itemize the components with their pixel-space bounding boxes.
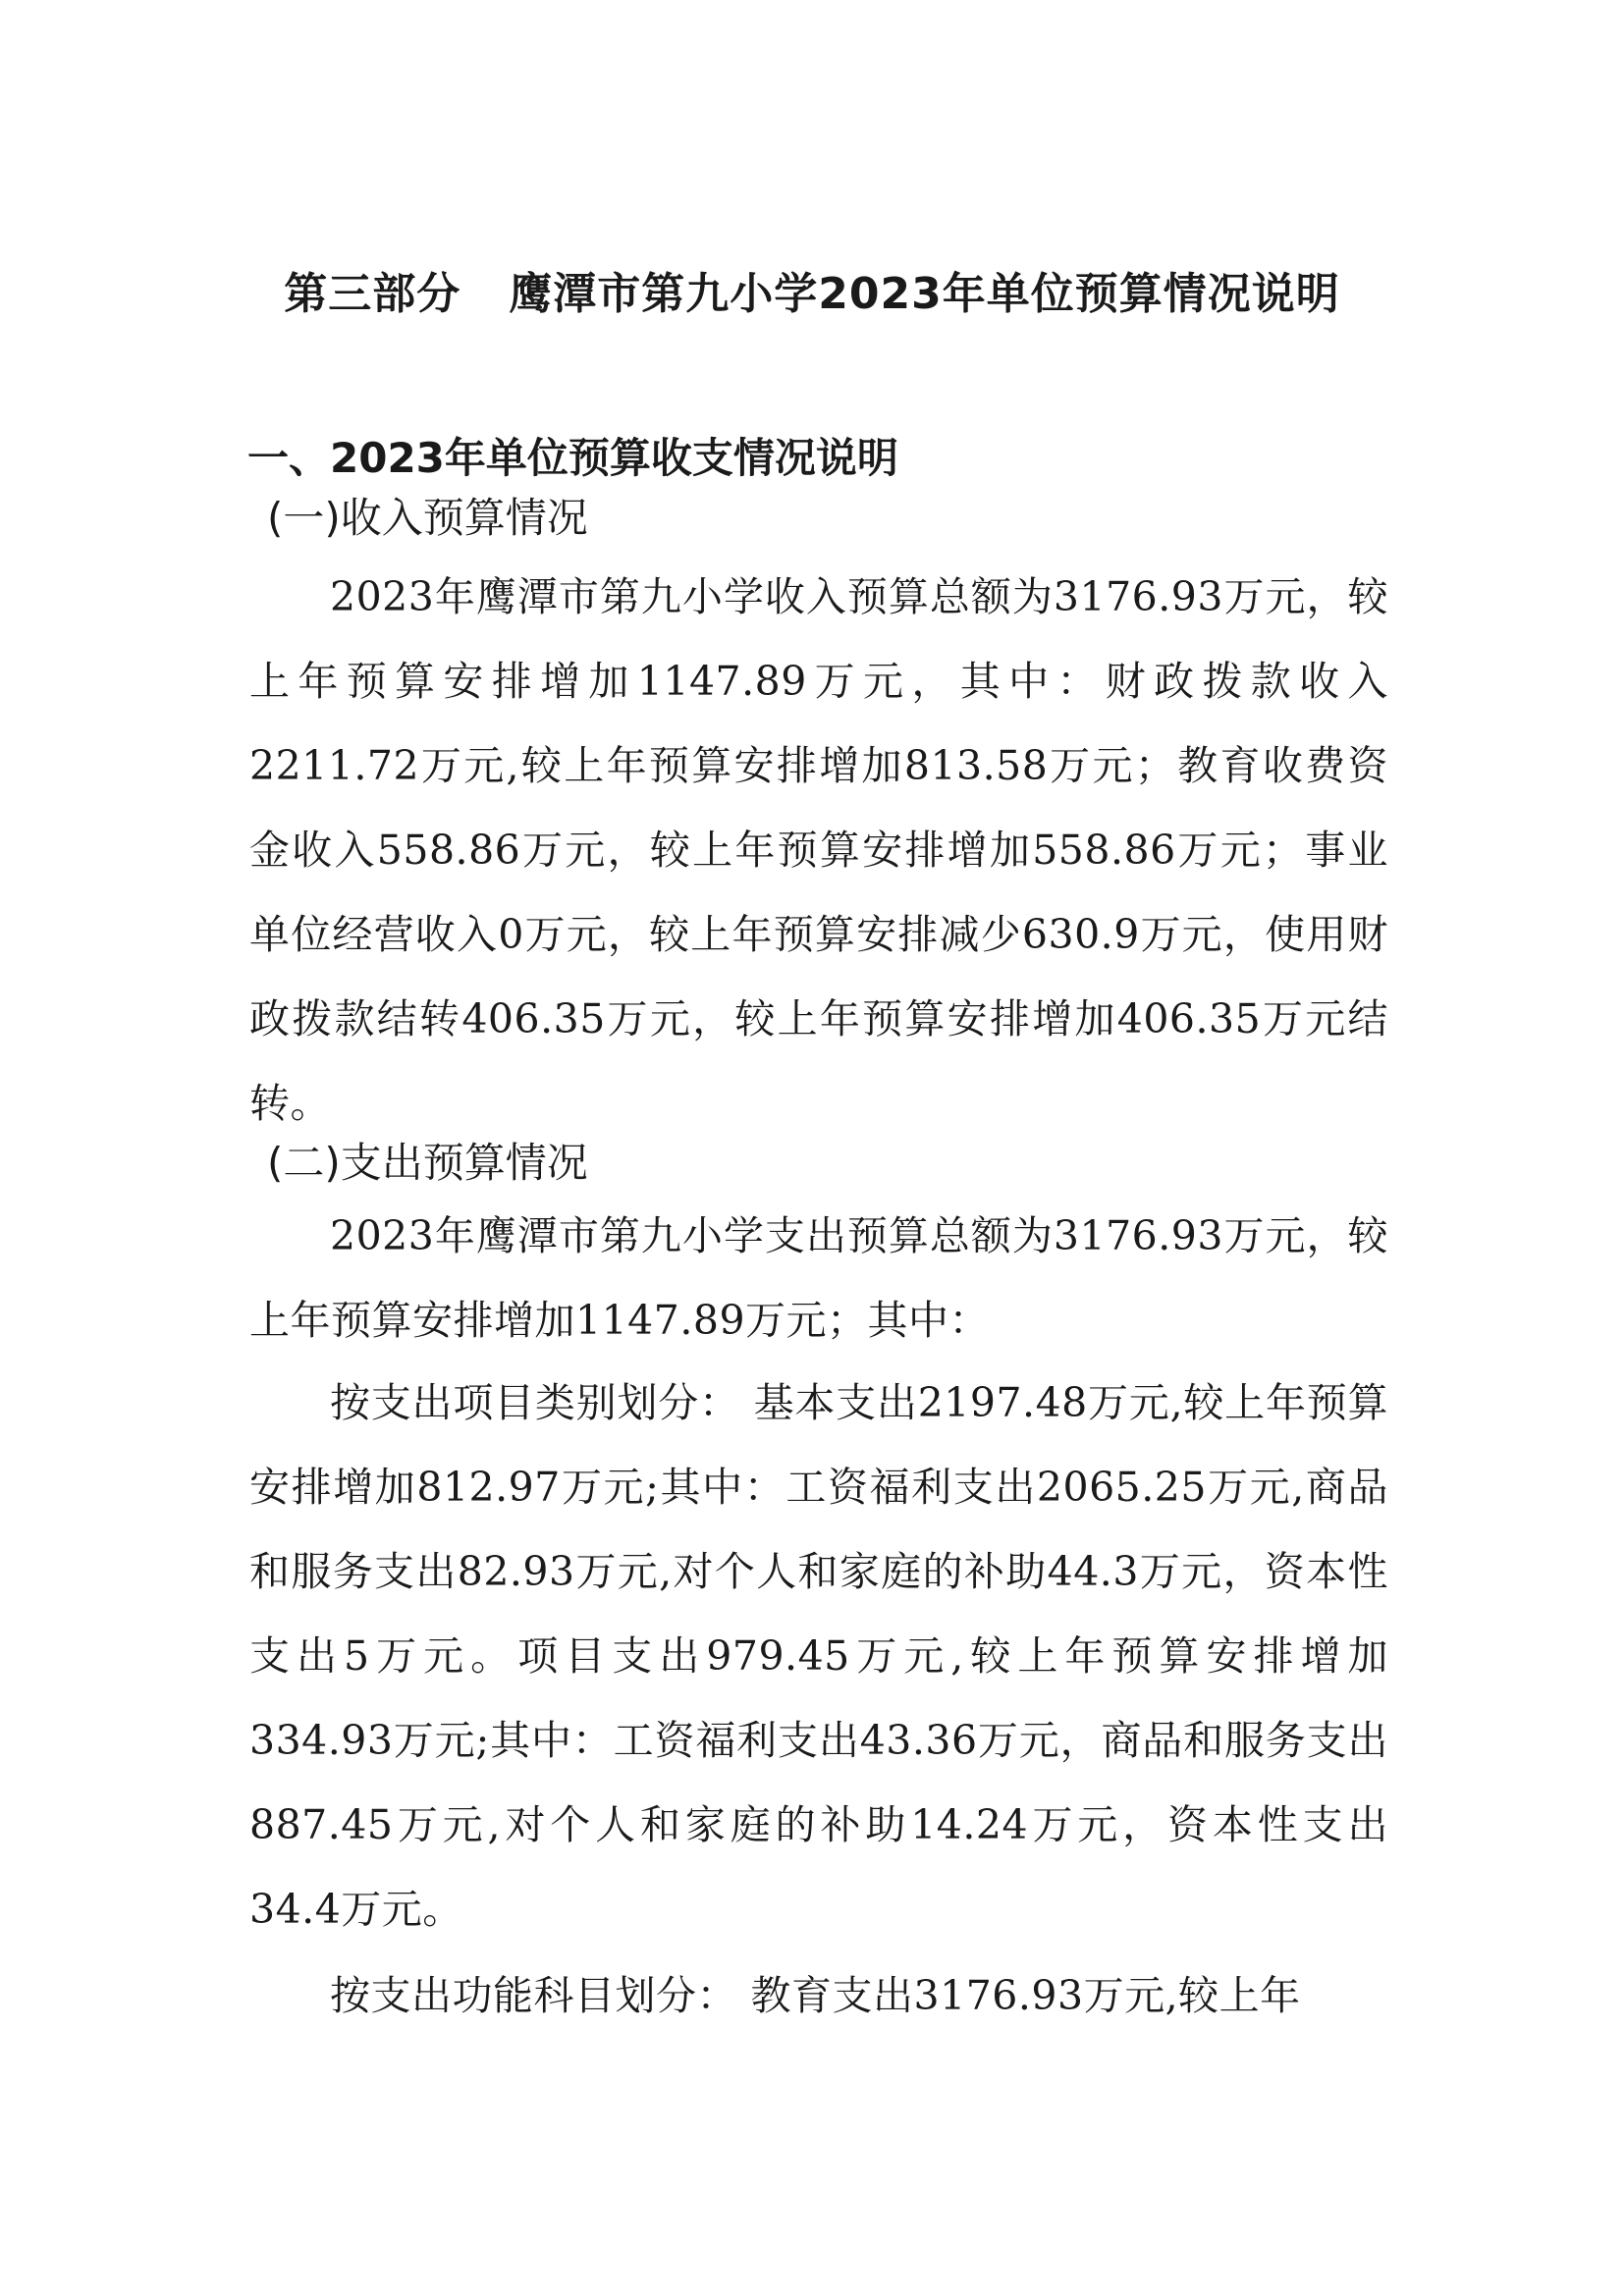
page-title: 第三部分 鹰潭市第九小学2023年单位预算情况说明 [284,269,1340,319]
income-paragraph: 2023年鹰潭市第九小学收入预算总额为3176.93万元，较上年预算安排增加1147.89万元，其中：财政拨款收入2211.72万元,较上年预算安排增加813.58万元；教育收费资金收入558.86万元，较上年预算安排增加558.86万元；事业单位经营收入0万元，较上年预算安排减少630.9万元，使用财政拨款结转406.35万元，较上年预算安排增加406.35万元结转。 [249,573,1388,1127]
expenditure-paragraph-by-type: 按支出项目类别划分： 基本支出2197.48万元,较上年预算安排增加812.97万元;其中：工资福利支出2065.25万元,商品和服务支出82.93万元,对个人和家庭的补助44.3万元，资本性支出5万元。项目支出979.45万元,较上年预算安排增加334.93万元;其中：工资福利支出43.36万元，商品和服务支出887.45万元,对个人和家庭的补助14.24万元，资本性支出34.4万元。 [249,1379,1388,1933]
subsection-heading-income: (一)收入预算情况 [267,494,588,542]
section-heading-budget-overview: 一、2023年单位预算收支情况说明 [247,434,898,482]
subsection-heading-expenditure: (二)支出预算情况 [267,1139,588,1187]
expenditure-paragraph-by-function: 按支出功能科目划分： 教育支出3176.93万元,较上年 [330,1972,1301,2019]
expenditure-paragraph-total: 2023年鹰潭市第九小学支出预算总额为3176.93万元，较上年预算安排增加1147.89万元；其中： [249,1212,1388,1344]
